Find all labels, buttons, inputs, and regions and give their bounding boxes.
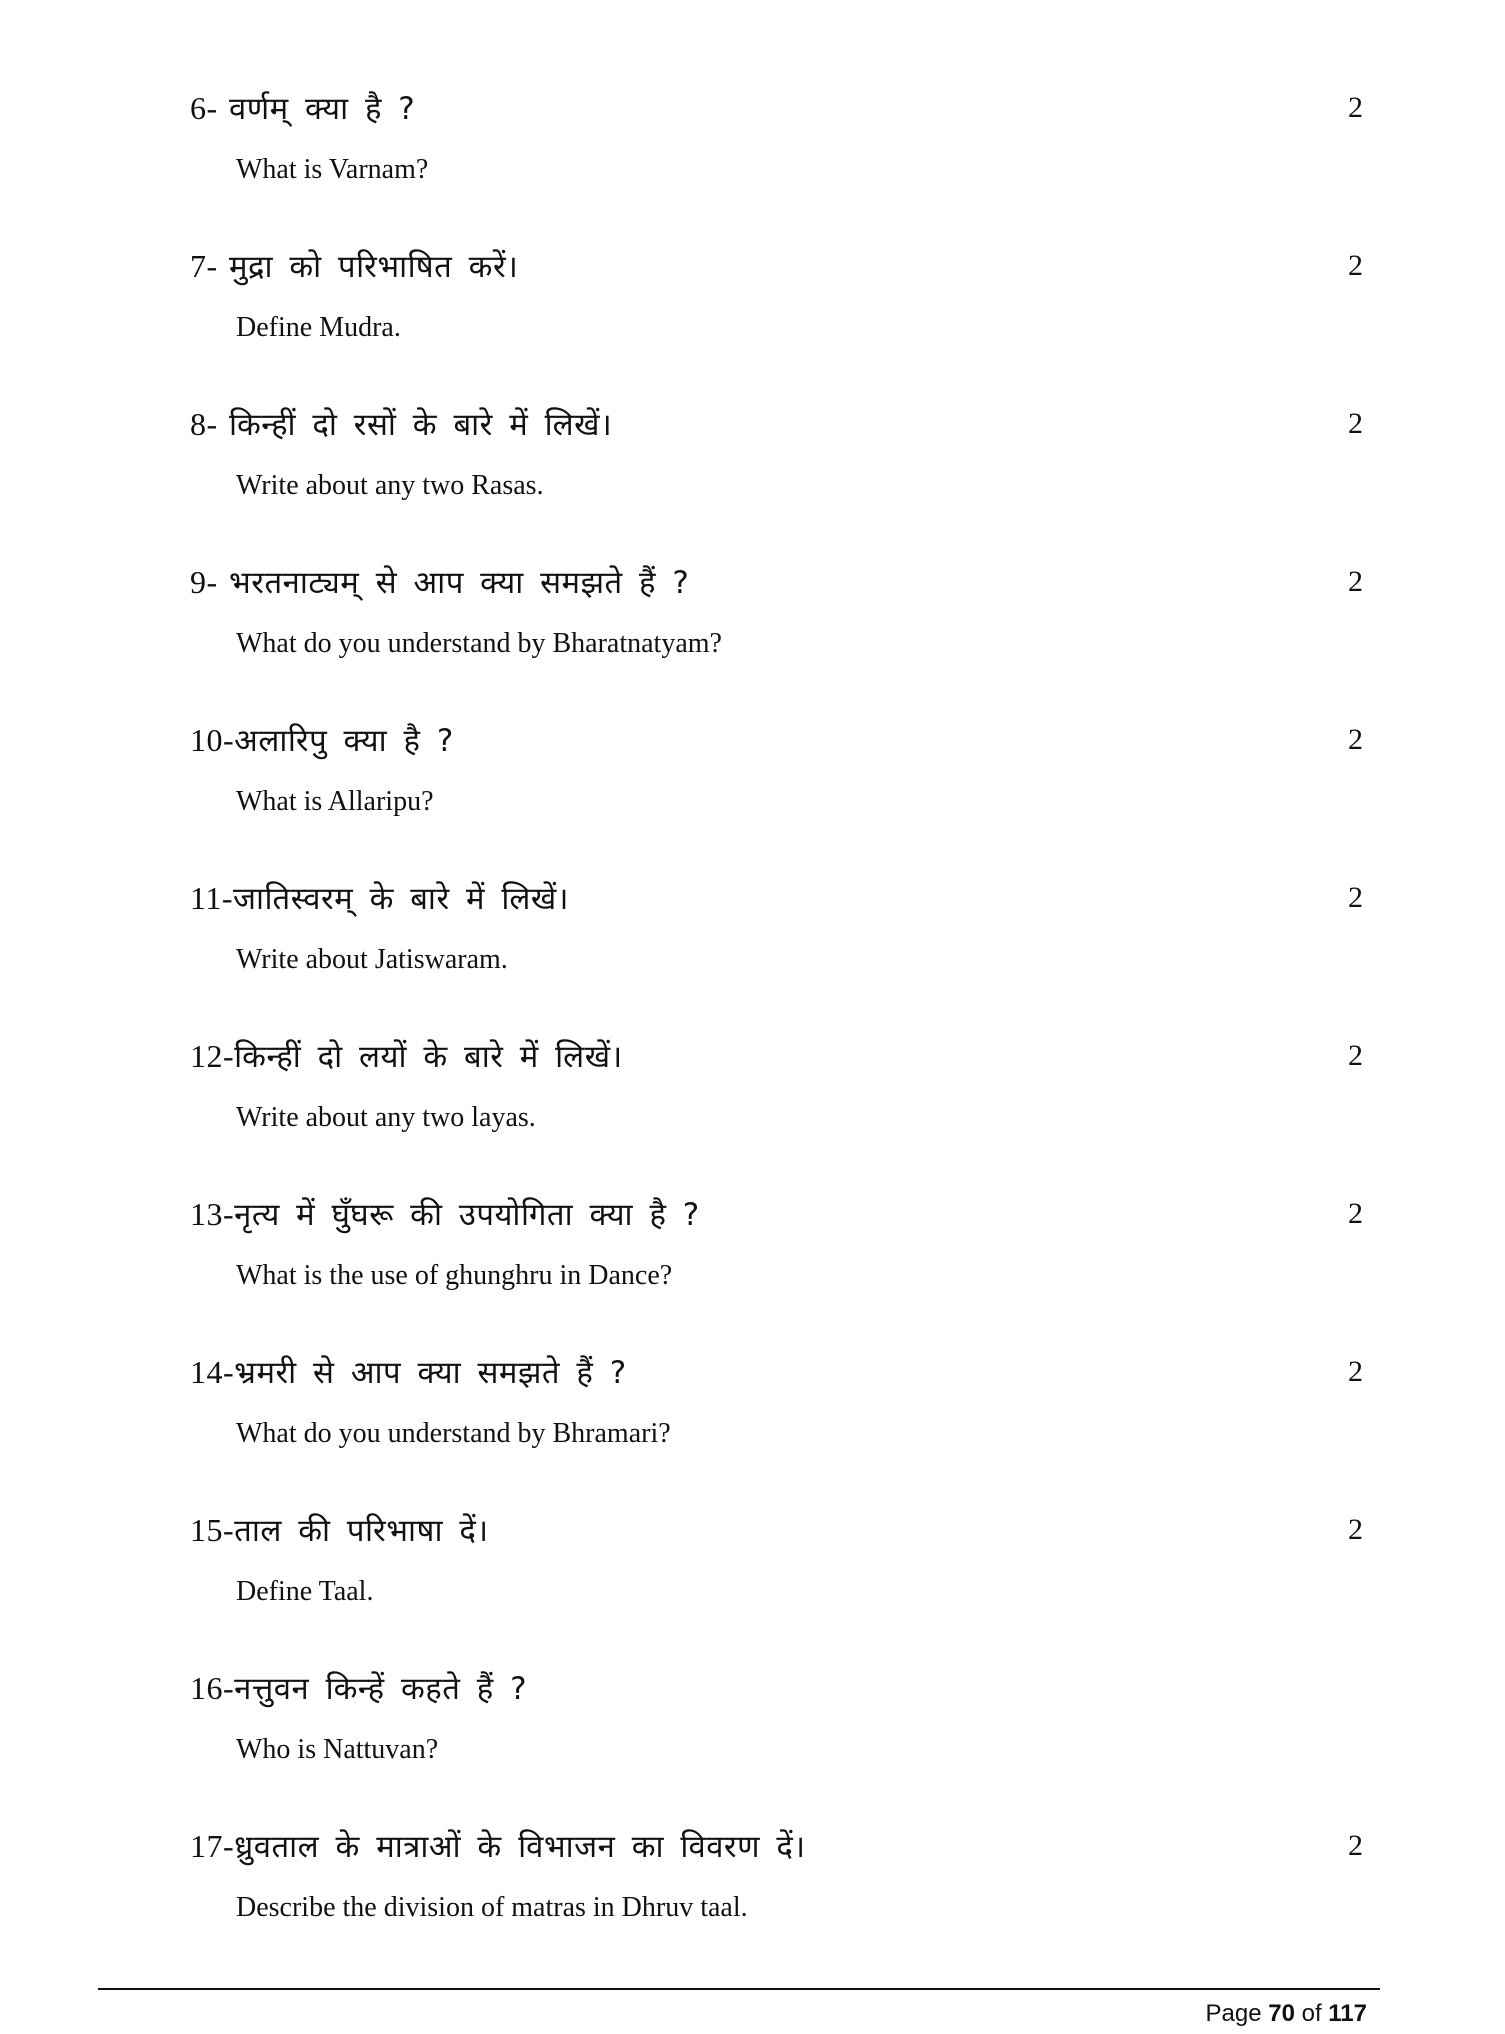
- question-english: What is Allaripu?: [236, 786, 434, 817]
- question-english: What do you understand by Bharatnatyam?: [236, 628, 722, 659]
- question-hindi: किन्हीं दो रसों के बारे में लिखें।: [228, 407, 613, 443]
- question-marks: 2: [1348, 1513, 1363, 1546]
- question-hindi: नत्तुवन किन्हें कहते हैं ?: [234, 1671, 528, 1707]
- question-line: [190, 1030, 623, 1082]
- question-english: What do you understand by Bhramari?: [236, 1418, 671, 1449]
- page-number: [1205, 1996, 1367, 2032]
- question-line: [190, 872, 569, 924]
- question-hindi: नृत्य में घुँघरू की उपयोगिता क्या है ?: [234, 1197, 700, 1233]
- question-line: [190, 1346, 627, 1398]
- question-hindi: भरतनाट्यम् से आप क्या समझते हैं ?: [228, 565, 690, 601]
- question-line: [190, 1504, 489, 1556]
- question-item: [0, 1820, 1505, 1950]
- page-prefix: Page: [1205, 2000, 1262, 2027]
- question-english: Define Taal.: [236, 1576, 374, 1607]
- question-number: 8-: [190, 406, 218, 442]
- question-item: [0, 872, 1505, 1002]
- question-english: Write about Jatiswaram.: [236, 944, 508, 975]
- question-item: [0, 1030, 1505, 1160]
- question-english: What is the use of ghunghru in Dance?: [236, 1260, 673, 1291]
- question-hindi: वर्णम् क्या है ?: [228, 91, 416, 127]
- footer-divider: [98, 1988, 1380, 1990]
- page-total: 117: [1328, 2000, 1367, 2027]
- question-number: 14-: [190, 1354, 235, 1390]
- question-item: [0, 1662, 1505, 1792]
- question-marks: 2: [1348, 91, 1363, 124]
- question-number: 11-: [190, 880, 233, 916]
- question-item: [0, 1504, 1505, 1634]
- question-line: [190, 556, 689, 608]
- question-hindi: ताल की परिभाषा दें।: [234, 1513, 489, 1549]
- question-number: 13-: [190, 1196, 235, 1232]
- question-english: What is Varnam?: [236, 154, 429, 185]
- question-item: [0, 1188, 1505, 1318]
- question-marks: 2: [1348, 1355, 1363, 1388]
- question-line: [190, 240, 518, 292]
- question-marks: 2: [1348, 1197, 1363, 1230]
- question-marks: 2: [1348, 565, 1363, 598]
- question-number: 10-: [190, 722, 235, 758]
- question-english: Write about any two layas.: [236, 1102, 536, 1133]
- question-english: Describe the division of matras in Dhruv taal.: [236, 1892, 748, 1923]
- question-item: [0, 398, 1505, 528]
- question-number: 12-: [190, 1038, 235, 1074]
- question-english: Write about any two Rasas.: [236, 470, 544, 501]
- question-line: [190, 714, 454, 766]
- question-number: 17-: [190, 1828, 235, 1864]
- page-separator: of: [1301, 2000, 1322, 2027]
- question-line: [190, 1820, 806, 1872]
- question-line: [190, 1188, 700, 1240]
- question-marks: 2: [1348, 407, 1363, 440]
- question-number: 9-: [190, 564, 218, 600]
- question-marks: 2: [1348, 723, 1363, 756]
- question-hindi: किन्हीं दो लयों के बारे में लिखें।: [234, 1039, 623, 1075]
- question-marks: 2: [1348, 1829, 1363, 1862]
- question-marks: 2: [1348, 881, 1363, 914]
- question-item: [0, 82, 1505, 212]
- question-item: [0, 714, 1505, 844]
- question-marks: 2: [1348, 1039, 1363, 1072]
- question-line: [190, 1662, 527, 1714]
- question-line: [190, 82, 415, 134]
- question-number: 15-: [190, 1512, 235, 1548]
- question-number: 16-: [190, 1670, 235, 1706]
- question-english: Who is Nattuvan?: [236, 1734, 439, 1765]
- question-hindi: अलारिपु क्या है ?: [234, 723, 454, 759]
- question-number: 6-: [190, 90, 218, 126]
- question-hindi: मुद्रा को परिभाषित करें।: [228, 249, 519, 285]
- question-item: [0, 240, 1505, 370]
- question-english: Define Mudra.: [236, 312, 401, 343]
- question-item: [0, 556, 1505, 686]
- question-marks: 2: [1348, 249, 1363, 282]
- question-line: [190, 398, 612, 450]
- page-current: 70: [1268, 2000, 1295, 2027]
- question-item: [0, 1346, 1505, 1476]
- question-hindi: ध्रुवताल के मात्राओं के विभाजन का विवरण दें।: [234, 1829, 806, 1865]
- question-hindi: जातिस्वरम् के बारे में लिखें।: [232, 881, 570, 917]
- question-number: 7-: [190, 248, 218, 284]
- question-hindi: भ्रमरी से आप क्या समझते हैं ?: [234, 1355, 627, 1391]
